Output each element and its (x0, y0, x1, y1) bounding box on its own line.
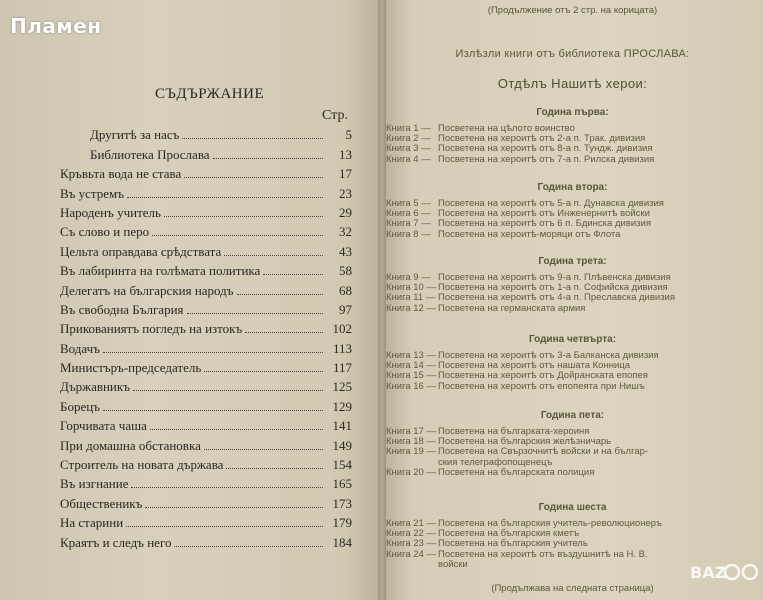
book-description: Посветена на хероитѣ отъ Дойранската епопея (438, 370, 648, 382)
toc-leader-dots (145, 507, 323, 508)
toc-entry-page: 102 (332, 321, 352, 337)
toc-leader-dots (152, 235, 323, 236)
watermark-text: Пламен (10, 14, 102, 38)
toc-leader-dots (213, 158, 323, 159)
toc-entry-title: Кръвьта вода не става (60, 166, 182, 182)
book-description: Посветена на хероитѣ отъ 9-а п. Плѣвенска дивизия (438, 272, 671, 283)
toc-entry (60, 376, 352, 395)
book-description: Посветена на българския учитель-революционеръ (438, 518, 662, 529)
book-entry (386, 219, 651, 229)
book-entry (386, 447, 648, 457)
book-description: Посветена на хероитѣ отъ въздушнитѣ на Н. В. (438, 548, 648, 560)
book-entry (386, 382, 645, 392)
book-label: Книга 2 — (386, 133, 431, 145)
book-label: Книга 17 — (386, 426, 436, 437)
toc-entry (60, 221, 352, 240)
book-label: Книга 12 — (386, 302, 436, 314)
toc-entry-title: Борецъ (60, 398, 100, 414)
toc-entry-page: 117 (332, 360, 352, 376)
toc-entry-page: 32 (339, 224, 352, 240)
book-description: Посветена на българския кметъ (438, 528, 580, 540)
book-entry (386, 468, 594, 478)
toc-entry-title: Горчивата чаша (60, 418, 147, 434)
bazar-logo-icon (688, 552, 758, 592)
book-label: Книга 11 — (386, 292, 436, 304)
bottom-note: (Продължава на следната страница) (491, 583, 654, 594)
book-description: Посветена на хероитѣ отъ 4-а п. Преславска дивизия (438, 292, 676, 304)
toc-leader-dots (226, 468, 323, 469)
svg-text:BAZ: BAZ (690, 563, 727, 582)
toc-entry-page: 184 (332, 534, 352, 550)
toc-entry (60, 202, 352, 221)
book-description: Посветена на хероитѣ отъ 5-а п. Дунавска дивизия (438, 198, 664, 209)
toc-entry-title: Цельта оправдава срѣдствата (60, 243, 222, 259)
toc-entry-title: Въ устремъ (60, 185, 124, 201)
book-description: Посветена на хероитѣ отъ 7-а п. Рилска дивизия (438, 153, 655, 165)
year-heading: Година шеста (538, 502, 607, 513)
toc-leader-dots (150, 429, 323, 430)
toc-entry (60, 434, 352, 453)
book-description: Посветена на хероитѣ отъ 6 п. Бдинска дивизия (438, 218, 651, 230)
toc-entry (60, 492, 352, 511)
book-description: Посветена на цѣлото воинство (438, 123, 575, 134)
toc-leader-dots (174, 546, 323, 547)
toc-entry-title: На старини (60, 515, 124, 531)
book-label: Книга 5 — (386, 198, 431, 209)
toc-entry-title: Водачъ (60, 340, 100, 356)
book-description: Посветена на германската армия (438, 302, 586, 314)
toc-entry (60, 415, 352, 434)
book-description: Посветена на хероитѣ отъ епопеята при Нишъ (438, 380, 645, 392)
toc-entry-page: 179 (332, 515, 352, 531)
toc-leader-dots (131, 487, 323, 488)
toc-leader-dots (237, 294, 323, 295)
toc-entry-title: Въ лабиринта на голѣмата политика (60, 263, 261, 279)
book-label: Книга 21 — (386, 518, 436, 529)
book-label: Книга 22 — (386, 528, 436, 540)
toc-entry-title: Библиотека Прослава (90, 146, 210, 162)
toc-entry-page: 154 (332, 457, 352, 473)
toc-entry-page: 23 (339, 185, 352, 201)
toc-entry-title: Държавникъ (60, 379, 130, 395)
toc-entry (60, 182, 352, 201)
toc-leader-dots (245, 332, 323, 333)
book-label: Книга 6 — (386, 208, 431, 220)
book-label: Книга 23 — (386, 538, 436, 550)
toc-leader-dots (103, 352, 323, 353)
toc-page-header: Стр. (322, 108, 348, 123)
toc-entry (60, 473, 352, 492)
book-label: Книга 7 — (386, 218, 431, 230)
toc-entry-page: 58 (339, 263, 352, 279)
year-heading: Година втора: (537, 182, 608, 193)
toc-entry-page: 173 (332, 495, 352, 511)
toc-entry-title: Прикованиятъ погледъ на изтокъ (60, 321, 243, 337)
toc-title: СЪДЪРЖАНИЕ (155, 86, 265, 102)
top-note: (Продължение отъ 2 стр. на корицата) (487, 5, 658, 16)
book-label: Книга 24 — (386, 548, 436, 560)
toc-entry (60, 395, 352, 414)
book-entry (386, 304, 585, 314)
book-description: Посветена на българския желѣзничарь (438, 436, 612, 448)
book-description: Посветена на хероитѣ отъ 8-а п. Тундж. дивизия (438, 143, 653, 155)
toc-leader-dots (224, 255, 323, 256)
book-label: Книга 16 — (386, 380, 436, 392)
year-heading: Година пета: (540, 410, 605, 421)
toc-entry-page: 125 (332, 379, 352, 395)
toc-entry-page: 5 (345, 127, 352, 143)
book-label: Книга 10 — (386, 282, 436, 294)
toc-leader-dots (204, 449, 323, 450)
toc-entry-page: 165 (332, 476, 352, 492)
book-label: Книга 14 — (386, 360, 436, 372)
toc-entry-page: 17 (339, 166, 352, 182)
book-description: Посветена на хероитѣ отъ 2-а п. Трак. дивизия (438, 133, 646, 145)
toc-entry-title: Министъръ-председатель (60, 360, 202, 376)
toc-entry (60, 279, 352, 298)
toc-leader-dots (187, 313, 323, 314)
toc-entry (60, 299, 352, 318)
toc-leader-dots (263, 274, 323, 275)
book-label: Книга 1 — (386, 123, 431, 134)
toc-entry-title: Строитель на новата държава (60, 457, 224, 473)
book-description: Посветена на хероитѣ отъ Инженернитѣ войски (438, 208, 650, 220)
toc-entry-title: Другитѣ за насъ (90, 127, 180, 143)
book-entry (386, 155, 654, 165)
toc-entry-title: Краятъ и следъ него (60, 534, 172, 550)
toc-leader-dots (164, 216, 323, 217)
book-label: Книга 18 — (386, 436, 436, 448)
toc-entry-page: 29 (339, 204, 352, 220)
toc-entry-title: Съ слово и перо (60, 224, 150, 240)
book-description: Посветена на хероитѣ отъ нашата Конница (438, 360, 630, 372)
toc-entry (60, 163, 352, 182)
main-heading: Излѣзли книги отъ библиотека ПРОСЛАВА: (455, 48, 690, 60)
toc-leader-dots (127, 197, 323, 198)
toc-entry-title: Народенъ учитель (60, 204, 161, 220)
book-label: Книга 3 — (386, 143, 431, 155)
book-description: Посветена на българската полиция (438, 466, 595, 478)
toc-entry-page: 113 (332, 340, 352, 356)
toc-entry-title: При домашна обстановка (60, 437, 201, 453)
book-entry (386, 560, 468, 570)
book-entry (386, 371, 648, 381)
book-description: Посветена на хероитѣ отъ 1-а п. Софийска дивизия (438, 282, 668, 294)
book-label: Книга 19 — (386, 446, 436, 458)
book-description: войски (438, 558, 468, 570)
toc-leader-dots (184, 177, 323, 178)
toc-leader-dots (126, 526, 323, 527)
toc-entry (60, 357, 352, 376)
book-label: Книга 9 — (386, 272, 431, 283)
toc-entry (60, 260, 352, 279)
book-entry (386, 293, 675, 303)
toc-entry (60, 531, 352, 550)
book-description: ския телеграфопощенецъ (438, 456, 553, 468)
book-entry (386, 539, 588, 549)
toc-entry (60, 240, 352, 259)
toc-entry-page: 129 (332, 398, 352, 414)
year-heading: Година трета: (538, 256, 607, 267)
toc-entry (60, 337, 352, 356)
toc-entry-page: 141 (332, 418, 352, 434)
toc-entry-page: 149 (332, 437, 352, 453)
toc-entry-page: 43 (339, 243, 352, 259)
toc-entry (60, 143, 352, 162)
book-entry (386, 144, 653, 154)
toc-entry-title: Общественикъ (60, 495, 143, 511)
toc-leader-dots (103, 410, 323, 411)
toc-entry-page: 97 (339, 301, 352, 317)
toc-entry-page: 68 (339, 282, 352, 298)
book-label: Книга 13 — (386, 350, 436, 361)
book-label: Книга 15 — (386, 370, 436, 382)
toc-entry-page: 13 (339, 146, 352, 162)
table-of-contents (60, 124, 352, 551)
book-label: Книга 20 — (386, 466, 436, 478)
book-label: Книга 4 — (386, 153, 431, 165)
book-description: Посветена на Свързочнитѣ войски и на българ- (438, 446, 649, 458)
year-heading: Година първа: (536, 107, 609, 118)
book-label: Книга 8 — (386, 228, 431, 240)
section-heading: Отдѣлъ Нашитѣ херои: (497, 76, 648, 91)
toc-entry-title: Въ изгнание (60, 476, 129, 492)
toc-entry-title: Въ свободна България (60, 301, 184, 317)
book-description: Посветена на българския учитель (438, 538, 588, 550)
year-heading: Година четвърта: (528, 334, 617, 345)
book-entry (386, 550, 648, 560)
toc-leader-dots (182, 138, 323, 139)
toc-entry-title: Делегатъ на българския народъ (60, 282, 234, 298)
book-entry (386, 230, 620, 240)
toc-entry (60, 318, 352, 337)
toc-leader-dots (204, 371, 323, 372)
toc-entry (60, 124, 352, 143)
toc-entry (60, 454, 352, 473)
toc-leader-dots (133, 390, 323, 391)
book-description: Посветена на хероитѣ-моряци отъ Флота (438, 228, 621, 240)
book-description: Посветена на българката-хероиня (438, 426, 590, 437)
book-description: Посветена на хероитѣ отъ 3-а Балканска дивизия (438, 350, 659, 361)
toc-entry (60, 512, 352, 531)
